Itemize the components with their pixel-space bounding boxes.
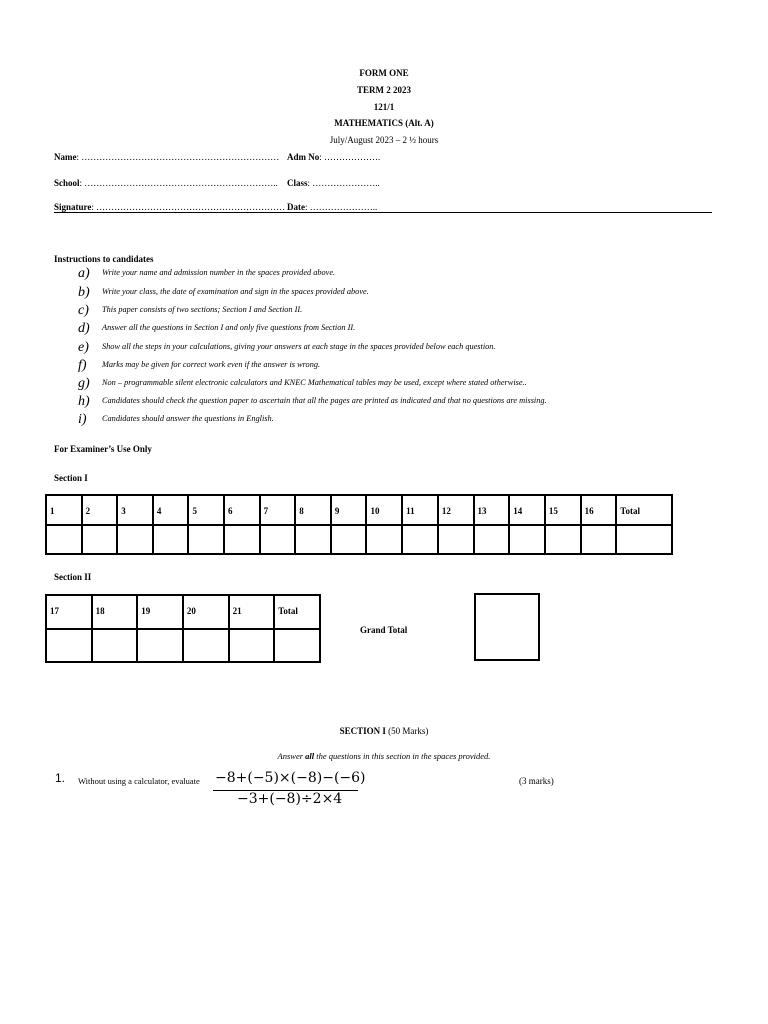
section2-mark-cell[interactable] (137, 629, 183, 662)
instruction-text: Write your class, the date of examination and sign in the spaces provided above. (102, 287, 369, 296)
instruction-text: Write your name and admission number in the spaces provided above. (102, 268, 336, 277)
section1-header-cell: 10 (366, 495, 402, 525)
section1-mark-cell[interactable] (117, 525, 153, 554)
name-dots: : ………………………………………………………… (76, 152, 280, 162)
section1-mark-cell[interactable] (509, 525, 545, 554)
adm-no-field[interactable] (287, 152, 380, 162)
section2-header-cell: 18 (92, 595, 138, 629)
instruction-item (78, 394, 547, 410)
question1-number: 1. (55, 771, 66, 785)
section2-header-cell: 20 (183, 595, 229, 629)
section1-header-cell: 3 (117, 495, 153, 525)
section2-marks-table (45, 594, 321, 663)
section1-marks-table (45, 494, 673, 555)
instruction-item (78, 340, 496, 356)
instruction-text: Marks may be given for correct work even if the answer is wrong. (102, 360, 321, 369)
section2-mark-cell[interactable] (229, 629, 275, 662)
section1-instructions (0, 751, 768, 761)
section1-title-marks: (50 Marks) (385, 726, 429, 736)
section1-header-cell: 11 (402, 495, 438, 525)
section1-mark-cell[interactable] (46, 525, 82, 554)
class-field[interactable] (287, 178, 380, 188)
section1-mark-cell[interactable] (295, 525, 331, 554)
signature-field[interactable] (54, 202, 285, 212)
section1-header-cell: 15 (545, 495, 581, 525)
instruction-text: This paper consists of two sections; Section I and Section II. (102, 305, 303, 314)
instruction-letter: h) (78, 394, 90, 409)
instructions-title: Instructions to candidates (54, 254, 154, 264)
section2-mark-cell[interactable] (92, 629, 138, 662)
instruction-letter: a) (78, 266, 90, 281)
instruction-letter: i) (78, 412, 87, 427)
section1-table-label: Section I (54, 473, 88, 483)
grand-total-box[interactable] (474, 593, 540, 661)
instruction-item (78, 412, 274, 428)
instruction-letter: c) (78, 303, 89, 318)
section1-mark-cell[interactable] (366, 525, 402, 554)
section2-header-cell: Total (274, 595, 320, 629)
section2-header-cell: 17 (46, 595, 92, 629)
instruction-item (78, 321, 355, 337)
section2-table-label: Section II (54, 572, 92, 582)
header-form: FORM ONE (359, 68, 409, 78)
header-date-duration: July/August 2023 – 2 ½ hours (329, 135, 439, 145)
section1-header-cell: 13 (474, 495, 510, 525)
section1-header-cell: 14 (509, 495, 545, 525)
section1-instr-bold: all (305, 751, 315, 761)
instruction-item (78, 358, 320, 374)
instruction-letter: d) (78, 321, 90, 336)
section1-header-cell: 6 (224, 495, 260, 525)
instruction-text: Candidates should check the question paper to ascertain that all the pages are printed as indicated and that no questions are missing. (102, 396, 547, 405)
section1-mark-cell[interactable] (224, 525, 260, 554)
section2-mark-cell[interactable] (183, 629, 229, 662)
instruction-letter: b) (78, 285, 90, 300)
section1-mark-cell[interactable] (474, 525, 510, 554)
section1-title-bold: SECTION I (339, 726, 386, 736)
examiner-title: For Examiner’s Use Only (54, 444, 152, 454)
section1-header-cell: 2 (82, 495, 118, 525)
section1-mark-cell[interactable] (82, 525, 118, 554)
section1-instr-post: the questions in this section in the spaces provided. (314, 751, 491, 761)
section1-mark-cell[interactable] (260, 525, 296, 554)
section1-header-cell: Total (616, 495, 672, 525)
question1-text: Without using a calculator, evaluate (78, 776, 200, 786)
school-label: School (54, 178, 80, 188)
name-field[interactable] (54, 152, 279, 162)
class-dots: : ………………….. (307, 178, 380, 188)
header-subject: MATHEMATICS (Alt. A) (334, 118, 434, 128)
section1-mark-cell[interactable] (438, 525, 474, 554)
school-dots: : ……………………………………………………….. (79, 178, 278, 188)
school-field[interactable] (54, 178, 278, 188)
section1-mark-cell[interactable] (616, 525, 672, 554)
instruction-item (78, 285, 369, 301)
adm-no-label: Adm No (287, 152, 320, 162)
instruction-text: Candidates should answer the questions in English. (102, 414, 274, 423)
section1-mark-cell[interactable] (581, 525, 617, 554)
section1-title (0, 726, 768, 736)
name-label: Name (54, 152, 77, 162)
section1-header-cell: 5 (188, 495, 224, 525)
grand-total-label: Grand Total (360, 625, 408, 635)
header-term: TERM 2 2023 (357, 85, 411, 95)
section1-mark-cell[interactable] (545, 525, 581, 554)
signature-label: Signature (54, 202, 92, 212)
section2-mark-cell[interactable] (274, 629, 320, 662)
instruction-item (78, 303, 302, 319)
question1-marks: (3 marks) (519, 776, 554, 786)
date-label: Date (287, 202, 305, 212)
section1-mark-cell[interactable] (331, 525, 367, 554)
section1-mark-cell[interactable] (402, 525, 438, 554)
section2-header-cell: 21 (229, 595, 275, 629)
section1-header-cell: 7 (260, 495, 296, 525)
signature-dots: : ……………………………………………………… (91, 202, 286, 212)
section1-mark-cell[interactable] (153, 525, 189, 554)
class-label: Class (287, 178, 308, 188)
section1-header-cell: 12 (438, 495, 474, 525)
instruction-text: Non – programmable silent electronic calculators and KNEC Mathematical tables may be used, except where stated otherwise.. (102, 378, 527, 387)
question1-denominator: −3+(−8)÷2×4 (237, 791, 343, 807)
instruction-text: Show all the steps in your calculations, giving your answers at each stage in the spaces provided below each question. (102, 342, 496, 351)
section1-header-cell: 1 (46, 495, 82, 525)
instruction-letter: g) (78, 376, 90, 391)
date-field[interactable] (287, 202, 377, 212)
question1-numerator: −8+(−5)×(−8)−(−6) (215, 770, 366, 786)
section1-mark-cell[interactable] (188, 525, 224, 554)
section1-instr-pre: Answer (277, 751, 306, 761)
instruction-letter: f) (78, 358, 87, 373)
section2-mark-cell[interactable] (46, 629, 92, 662)
section1-header-cell: 4 (153, 495, 189, 525)
header-paper-code: 121/1 (373, 102, 395, 112)
instruction-text: Answer all the questions in Section I and only five questions from Section II. (102, 323, 356, 332)
instruction-letter: e) (78, 340, 89, 355)
header-divider (54, 212, 712, 213)
section1-header-cell: 16 (581, 495, 617, 525)
section1-header-cell: 8 (295, 495, 331, 525)
section2-header-cell: 19 (137, 595, 183, 629)
instruction-item (78, 266, 335, 282)
instruction-item (78, 376, 527, 392)
adm-no-dots: : ………………. (319, 152, 381, 162)
date-dots: : ………………….. (305, 202, 378, 212)
section1-header-cell: 9 (331, 495, 367, 525)
